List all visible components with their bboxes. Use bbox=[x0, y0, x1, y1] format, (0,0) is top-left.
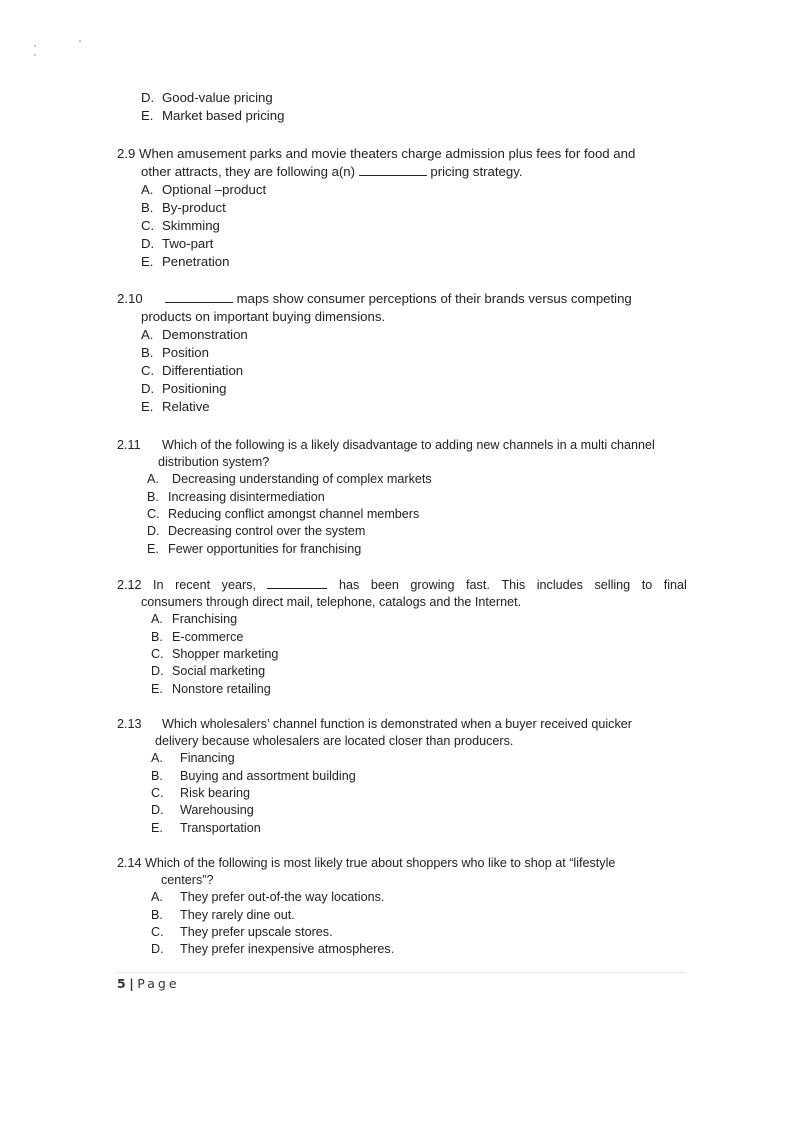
option-letter: D. bbox=[141, 236, 155, 251]
question-text: Which of the following is a likely disadvantage to adding new channels in a multi channel bbox=[162, 438, 655, 452]
option-letter: A. bbox=[151, 751, 163, 765]
option-text: Two-part bbox=[162, 236, 214, 251]
option-d bbox=[151, 940, 394, 958]
footer-divider bbox=[117, 972, 685, 973]
option-text: Warehousing bbox=[180, 803, 254, 817]
option-d bbox=[147, 522, 365, 540]
option-e bbox=[141, 398, 210, 416]
question-number: 2.9 bbox=[117, 146, 136, 161]
question-number: 2.10 bbox=[117, 291, 143, 306]
option-text: Risk bearing bbox=[180, 786, 250, 800]
option-a bbox=[141, 326, 248, 344]
question-text: delivery because wholesalers are located closer than producers. bbox=[155, 734, 514, 748]
question-text: final bbox=[663, 578, 687, 592]
option-letter: E. bbox=[141, 399, 154, 414]
option-text: They prefer inexpensive atmospheres. bbox=[180, 942, 395, 956]
page-number: 5 bbox=[117, 976, 127, 991]
option-text: They prefer out-of-the way locations. bbox=[180, 890, 385, 904]
option-text: Optional –product bbox=[162, 182, 267, 197]
question-text: fast. bbox=[466, 578, 490, 592]
option-text: Buying and assortment building bbox=[180, 769, 356, 783]
option-letter: A. bbox=[147, 472, 159, 486]
option-b bbox=[151, 767, 356, 785]
option-text: Positioning bbox=[162, 381, 227, 396]
option-letter: C. bbox=[147, 507, 160, 521]
option-letter: D. bbox=[151, 803, 164, 817]
question-text: growing bbox=[410, 578, 455, 592]
page-footer bbox=[117, 976, 180, 991]
option-letter: C. bbox=[151, 647, 164, 661]
question-number: 2.12 bbox=[117, 578, 142, 592]
option-letter: E. bbox=[147, 542, 159, 556]
option-e bbox=[147, 540, 361, 558]
option-text: Nonstore retailing bbox=[172, 682, 271, 696]
question-text: Which of the following is most likely true about shoppers who like to shop at “lifestyle bbox=[145, 856, 616, 870]
option-letter: A. bbox=[141, 327, 154, 342]
option-text: Demonstration bbox=[162, 327, 248, 342]
scan-speck bbox=[34, 54, 36, 56]
question-text: pricing strategy. bbox=[430, 164, 523, 179]
option-letter: D. bbox=[141, 381, 155, 396]
scan-speck bbox=[34, 45, 36, 47]
question-text: When amusement parks and movie theaters charge admission plus fees for food and bbox=[139, 146, 636, 161]
question-stem-line2 bbox=[141, 163, 523, 181]
question-text: has bbox=[339, 578, 360, 592]
option-letter: B. bbox=[141, 345, 154, 360]
option-b bbox=[141, 344, 209, 362]
option-d bbox=[141, 89, 273, 107]
option-letter: B. bbox=[147, 490, 159, 504]
option-b bbox=[147, 488, 325, 506]
option-text: Financing bbox=[180, 751, 235, 765]
question-text: maps show consumer perceptions of their brands versus competing bbox=[236, 291, 632, 306]
option-text: They rarely dine out. bbox=[180, 908, 295, 922]
scan-speck bbox=[79, 40, 81, 42]
option-letter: A. bbox=[151, 612, 163, 626]
option-text: Penetration bbox=[162, 254, 230, 269]
option-a bbox=[151, 888, 384, 906]
option-letter: B. bbox=[151, 769, 163, 783]
option-c bbox=[147, 505, 419, 523]
option-letter: E. bbox=[151, 682, 163, 696]
option-e bbox=[151, 680, 271, 698]
option-letter: C. bbox=[151, 925, 164, 939]
option-e bbox=[141, 107, 284, 125]
question-text: Which wholesalers’ channel function is demonstrated when a buyer received quicker bbox=[162, 717, 632, 731]
option-letter: C. bbox=[141, 218, 155, 233]
option-text: By-product bbox=[162, 200, 226, 215]
option-letter: A. bbox=[141, 182, 154, 197]
option-c bbox=[151, 923, 333, 941]
option-a bbox=[141, 181, 266, 199]
option-text: Skimming bbox=[162, 218, 220, 233]
option-text: Reducing conflict amongst channel members bbox=[168, 507, 420, 521]
option-letter: B. bbox=[151, 908, 163, 922]
question-text: products on important buying dimensions. bbox=[141, 309, 386, 324]
option-a bbox=[147, 470, 432, 488]
page-label: Page bbox=[137, 976, 180, 991]
option-text: Fewer opportunities for franchising bbox=[168, 542, 362, 556]
answer-blank bbox=[359, 163, 427, 176]
option-a bbox=[151, 610, 237, 628]
option-e bbox=[151, 819, 261, 837]
option-letter: B. bbox=[141, 200, 154, 215]
question-text: distribution system? bbox=[158, 455, 270, 469]
option-text: Market based pricing bbox=[162, 108, 285, 123]
question-stem-line2 bbox=[141, 593, 521, 611]
option-c bbox=[151, 784, 250, 802]
option-text: Good-value pricing bbox=[162, 90, 273, 105]
question-stem bbox=[117, 145, 635, 163]
option-c bbox=[141, 217, 220, 235]
option-letter: D. bbox=[147, 524, 160, 538]
question-stem bbox=[117, 715, 632, 733]
option-c bbox=[141, 362, 243, 380]
option-b bbox=[151, 628, 243, 646]
option-c bbox=[151, 645, 278, 663]
option-letter: E. bbox=[151, 821, 163, 835]
option-text: Decreasing understanding of complex markets bbox=[172, 472, 432, 486]
option-letter: D. bbox=[151, 664, 164, 678]
question-stem bbox=[117, 576, 687, 594]
option-letter: D. bbox=[141, 90, 155, 105]
option-text: Transportation bbox=[180, 821, 261, 835]
answer-blank bbox=[165, 290, 233, 303]
question-number: 2.13 bbox=[117, 717, 142, 731]
question-text: consumers through direct mail, telephone, catalogs and the Internet. bbox=[141, 595, 522, 609]
footer-separator: | bbox=[129, 976, 135, 991]
question-text: other attracts, they are following a(n) bbox=[141, 164, 356, 179]
option-letter: C. bbox=[141, 363, 155, 378]
question-stem-line2 bbox=[141, 308, 385, 326]
option-letter: A. bbox=[151, 890, 163, 904]
option-a bbox=[151, 749, 235, 767]
question-stem-line2 bbox=[158, 453, 269, 471]
question-stem-line2 bbox=[161, 871, 214, 889]
option-text: They prefer upscale stores. bbox=[180, 925, 333, 939]
option-d bbox=[151, 662, 265, 680]
question-stem bbox=[117, 436, 655, 454]
option-letter: E. bbox=[141, 254, 154, 269]
option-d bbox=[151, 801, 254, 819]
question-text: to bbox=[641, 578, 653, 592]
option-text: Decreasing control over the system bbox=[168, 524, 366, 538]
question-stem bbox=[117, 290, 632, 308]
option-letter: B. bbox=[151, 630, 163, 644]
question-number: 2.11 bbox=[117, 438, 141, 452]
option-b bbox=[141, 199, 226, 217]
option-letter: D. bbox=[151, 942, 164, 956]
option-e bbox=[141, 253, 229, 271]
question-stem bbox=[117, 854, 615, 872]
question-text: recent bbox=[175, 578, 211, 592]
option-text: E-commerce bbox=[172, 630, 244, 644]
option-text: Position bbox=[162, 345, 209, 360]
question-text: In bbox=[153, 578, 164, 592]
option-text: Shopper marketing bbox=[172, 647, 279, 661]
option-text: Relative bbox=[162, 399, 210, 414]
option-text: Social marketing bbox=[172, 664, 266, 678]
question-text: centers”? bbox=[161, 873, 214, 887]
question-stem-line2 bbox=[155, 732, 513, 750]
question-number: 2.14 bbox=[117, 856, 142, 870]
option-letter: E. bbox=[141, 108, 154, 123]
option-text: Differentiation bbox=[162, 363, 244, 378]
option-d bbox=[141, 235, 213, 253]
answer-blank bbox=[267, 576, 327, 589]
option-b bbox=[151, 906, 295, 924]
option-text: Franchising bbox=[172, 612, 238, 626]
option-letter: C. bbox=[151, 786, 164, 800]
question-text: been bbox=[370, 578, 399, 592]
question-text: years, bbox=[221, 578, 256, 592]
option-text: Increasing disintermediation bbox=[168, 490, 325, 504]
option-d bbox=[141, 380, 227, 398]
question-text: selling bbox=[594, 578, 631, 592]
question-text: includes bbox=[536, 578, 583, 592]
question-text: This bbox=[501, 578, 526, 592]
